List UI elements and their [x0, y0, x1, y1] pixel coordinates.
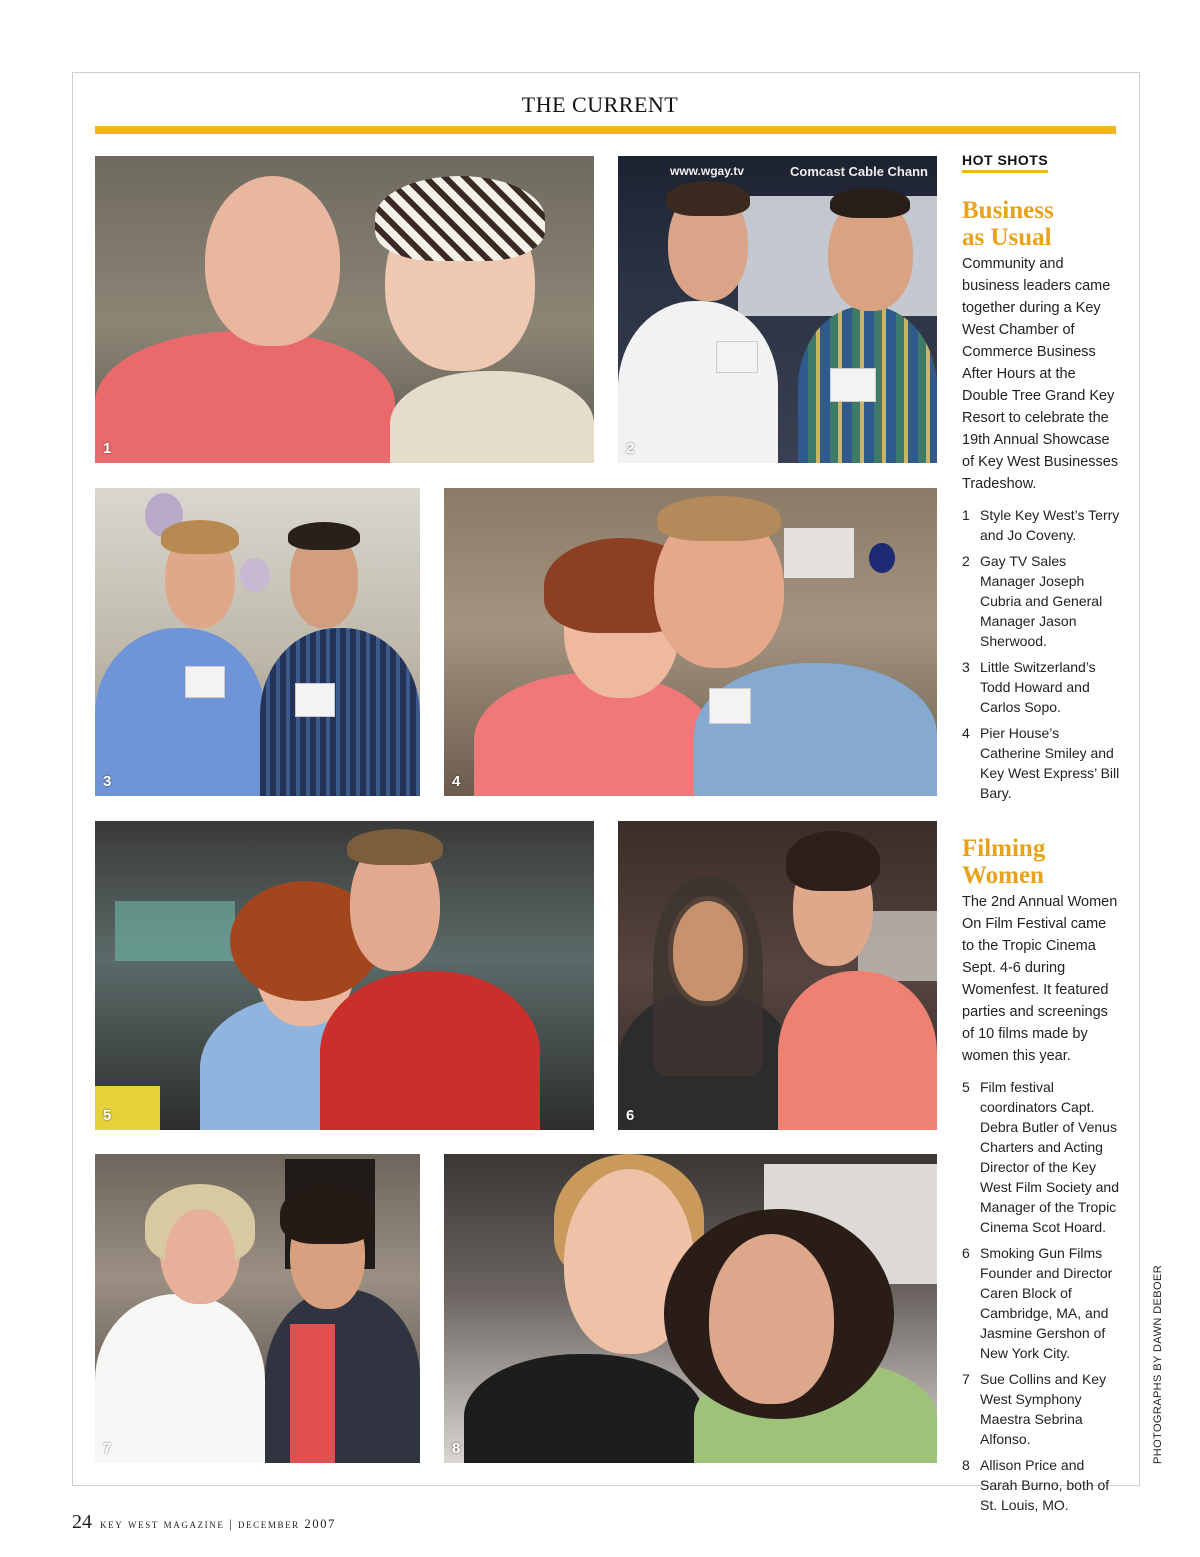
caption-item	[962, 723, 1122, 803]
sidebar	[962, 152, 1122, 1521]
caption-item	[962, 1455, 1122, 1515]
caption-item	[962, 551, 1122, 651]
section-title: THE CURRENT	[521, 92, 679, 117]
caption-item	[962, 1243, 1122, 1363]
caption-number: 2	[962, 553, 970, 569]
caption-text: Allison Price and Sarah Burno, both of St. Louis, MO.	[980, 1457, 1110, 1513]
caption-item	[962, 1369, 1122, 1449]
caption-number: 6	[962, 1245, 970, 1261]
photo-4	[444, 488, 937, 796]
photo-7-number: 7	[103, 1440, 112, 1457]
story1-body: Community and business leaders came together during a Key West Chamber of Commerce Business After Hours at the Double Tree Grand Key Resort to celebrate the 19th Annual Showcase of Key West Businesses Tradeshow.	[962, 256, 1119, 492]
story1-captions	[962, 505, 1122, 803]
caption-item	[962, 657, 1122, 717]
photo-2-name-badge	[716, 341, 758, 373]
page-number: 24	[72, 1511, 92, 1533]
photo-6	[618, 821, 937, 1130]
caption-number: 3	[962, 659, 970, 675]
caption-text: Pier House’s Catherine Smiley and Key West Express’ Bill Bary.	[980, 725, 1120, 801]
photo-5	[95, 821, 594, 1130]
caption-text: Film festival coordinators Capt. Debra Butler of Venus Charters and Acting Director of the Key West Film Society and Manager of the Tropic Cinema Scot Hoard.	[980, 1079, 1120, 1235]
caption-item	[962, 505, 1122, 545]
photo-3	[95, 488, 420, 796]
photo-4-number: 4	[452, 773, 461, 790]
caption-number: 1	[962, 507, 970, 523]
photo-2	[618, 156, 937, 463]
photo-4-name-badge	[709, 688, 751, 724]
photo-3-name-badge-left	[185, 666, 225, 698]
caption-number: 5	[962, 1079, 970, 1095]
page-footer	[72, 1511, 336, 1534]
story2-captions	[962, 1077, 1122, 1515]
caption-text: Little Switzerland’s Todd Howard and Carlos Sopo.	[980, 659, 1096, 715]
photo-2-name-badge-right	[830, 368, 876, 402]
story2-body: The 2nd Annual Women On Film Festival came to the Tropic Cinema Sept. 4-6 during Womenfest. It featured parties and screenings of 10 films made by women this year.	[962, 894, 1118, 1064]
photo-2-banner-left: www.wgay.tv	[670, 164, 745, 178]
publication-line: key west magazine | december 2007	[100, 1517, 336, 1531]
photo-2-number: 2	[626, 440, 635, 457]
caption-text: Sue Collins and Key West Symphony Maestra Sebrina Alfonso.	[980, 1371, 1107, 1447]
photo-8	[444, 1154, 937, 1463]
photo-3-number: 3	[103, 773, 112, 790]
photo-3-name-badge-right	[295, 683, 335, 717]
caption-text: Gay TV Sales Manager Joseph Cubria and General Manager Jason Sherwood.	[980, 553, 1103, 649]
photo-8-number: 8	[452, 1440, 461, 1457]
photo-1	[95, 156, 594, 463]
caption-number: 7	[962, 1371, 970, 1387]
photo-6-number: 6	[626, 1107, 635, 1124]
photo-7	[95, 1154, 420, 1463]
caption-text: Style Key West’s Terry and Jo Coveny.	[980, 507, 1120, 543]
caption-number: 4	[962, 725, 970, 741]
photo-2-banner-right: Comcast Cable Chann	[790, 164, 928, 179]
story2-heading: Filming Women	[962, 835, 1046, 889]
caption-text: Smoking Gun Films Founder and Director Caren Block of Cambridge, MA, and Jasmine Gershon of New York City.	[980, 1245, 1113, 1361]
header-rule	[95, 126, 1116, 134]
hot-shots-label: HOT SHOTS	[962, 152, 1048, 173]
story1-heading: Business as Usual	[962, 197, 1054, 251]
caption-item	[962, 1077, 1122, 1237]
photo-credit: PHOTOGRAPHS BY DAWN DEBOER	[1152, 1264, 1164, 1464]
photo-5-number: 5	[103, 1107, 112, 1124]
photo-1-number: 1	[103, 440, 112, 457]
caption-number: 8	[962, 1457, 970, 1473]
